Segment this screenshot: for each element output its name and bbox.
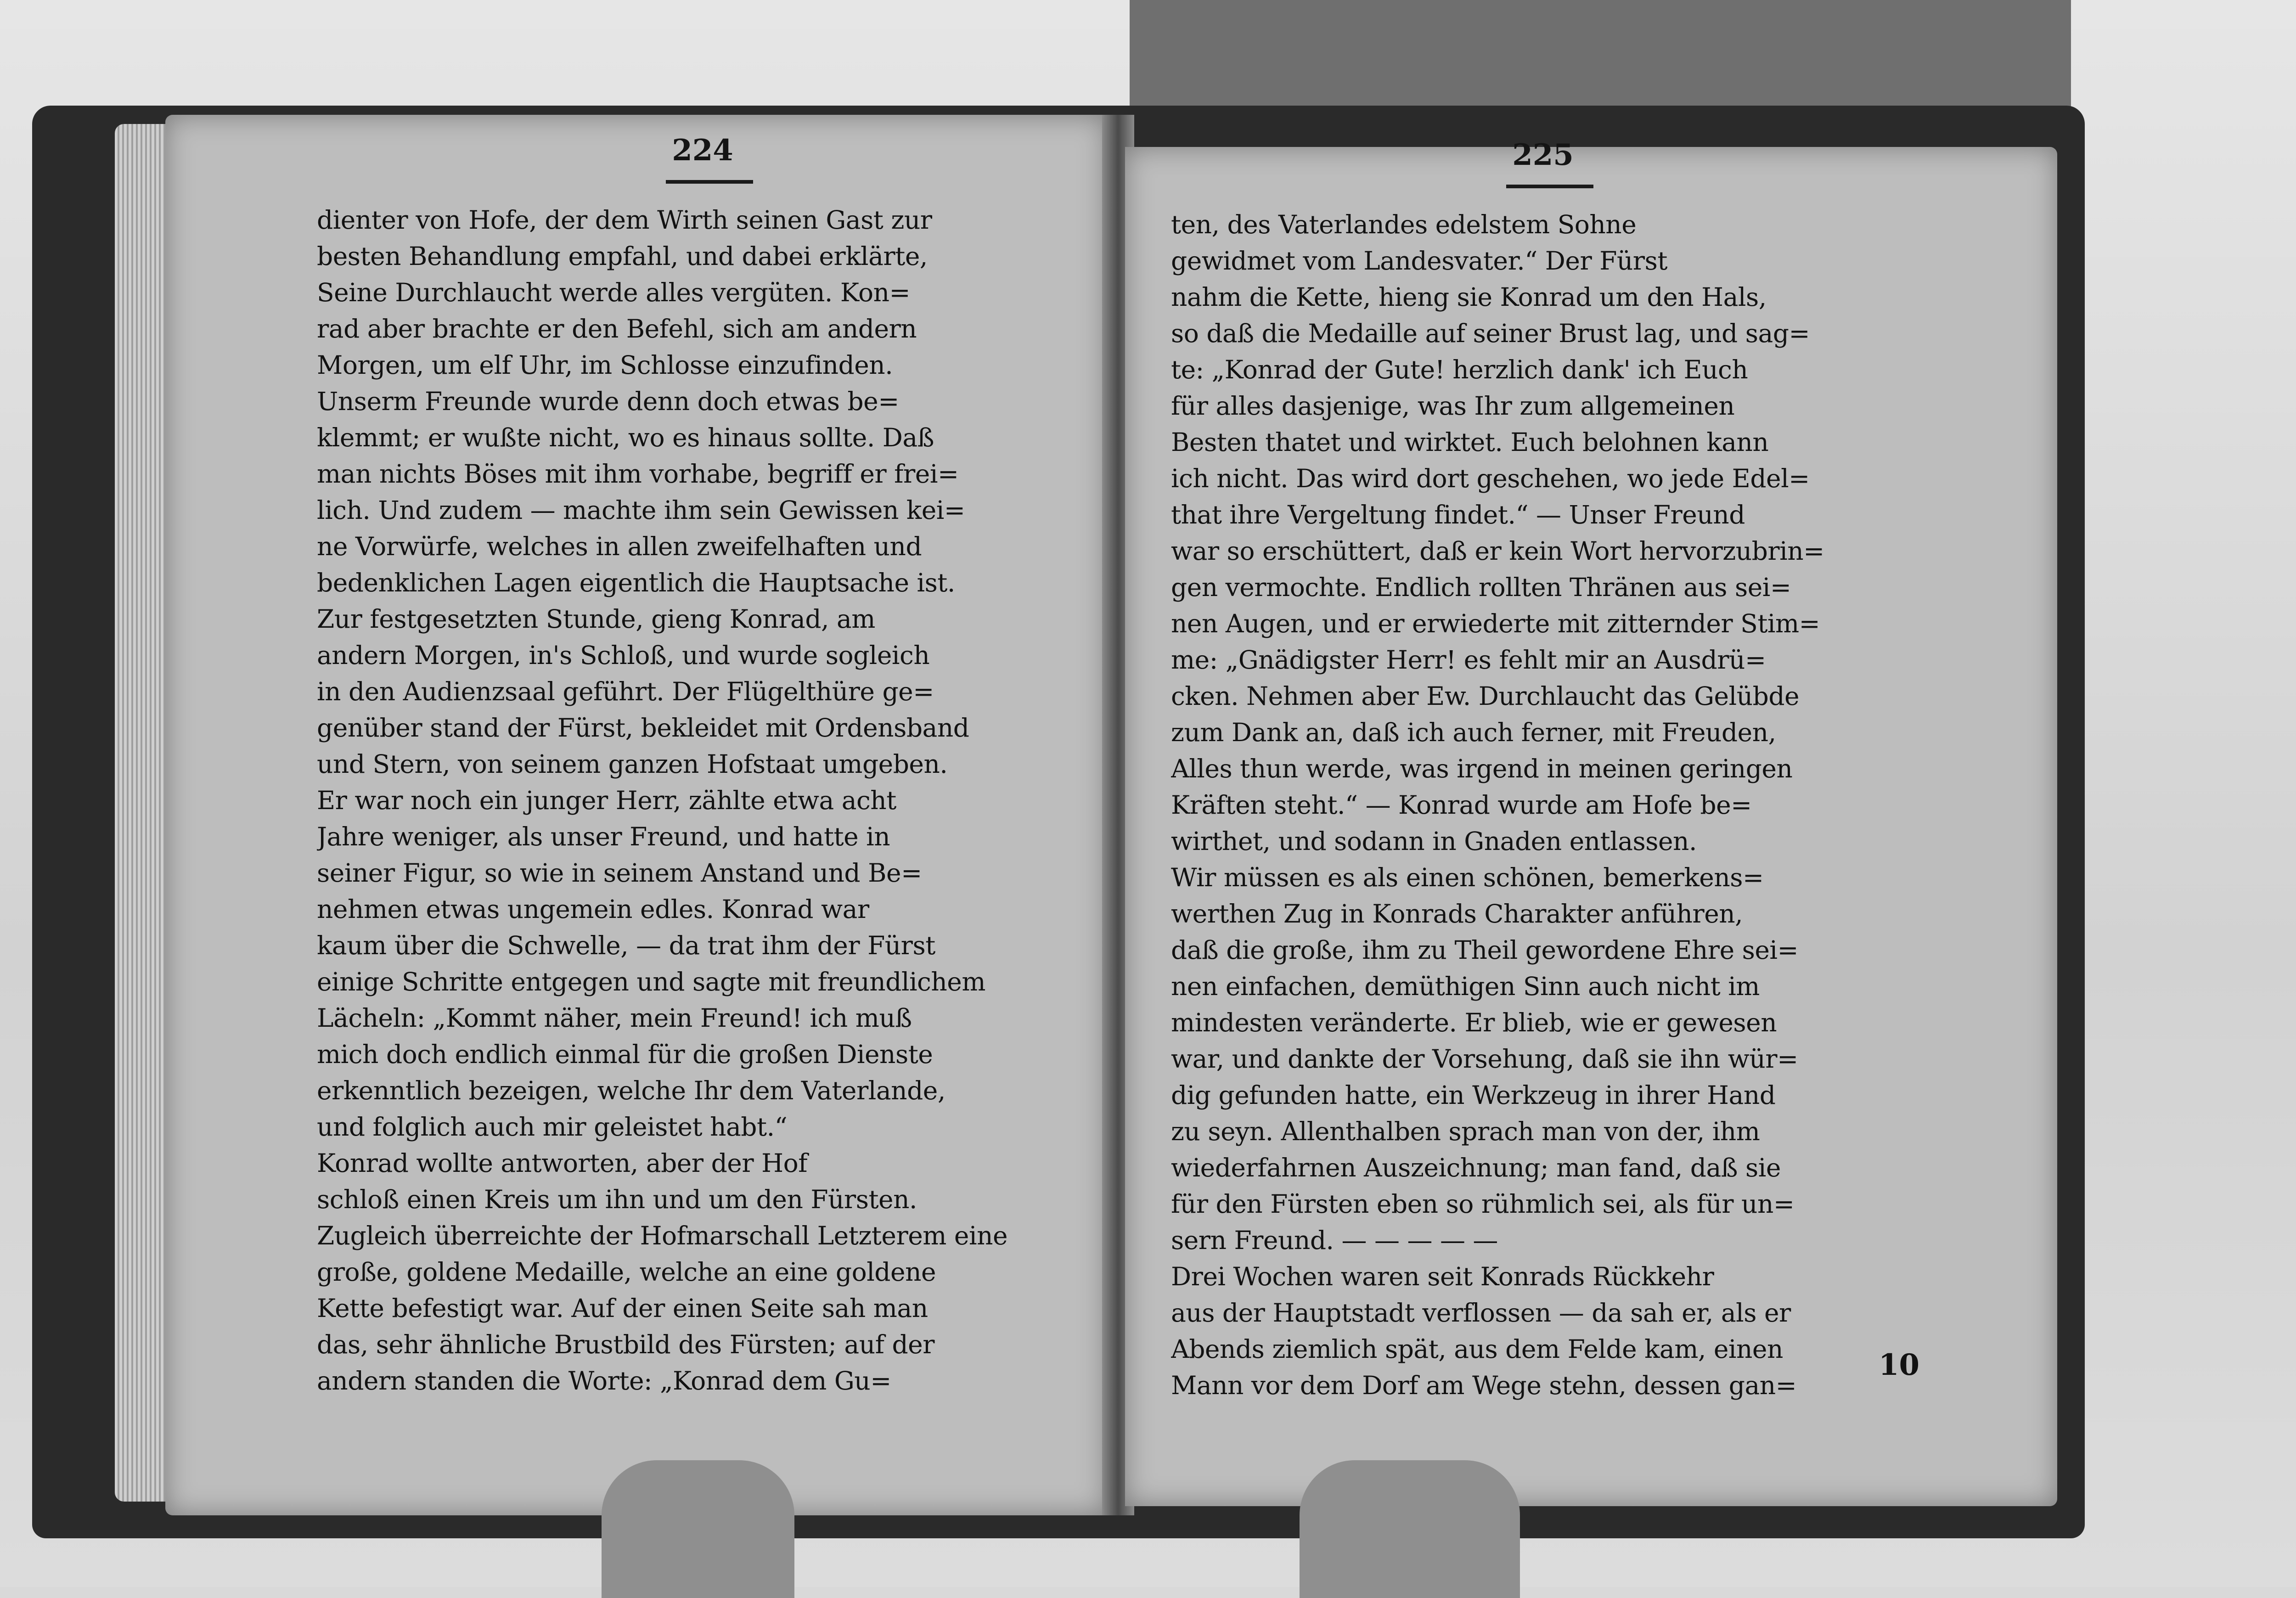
text-line: man nichts Böses mit ihm vorhabe, begriff er frei=	[317, 459, 959, 489]
right-page	[1125, 138, 2057, 1506]
text-line: Konrad wollte antworten, aber der Hof	[317, 1148, 808, 1178]
text-line: wiederfahrnen Auszeichnung; man fand, daß sie	[1171, 1153, 1781, 1182]
text-line: mich doch endlich einmal für die großen Dienste	[317, 1040, 933, 1069]
text-line: zum Dank an, daß ich auch ferner, mit Freuden,	[1171, 718, 1776, 747]
text-line: kaum über die Schwelle, — da trat ihm der Fürst	[317, 931, 935, 960]
text-line: schloß einen Kreis um ihn und um den Fürsten.	[317, 1185, 917, 1214]
text-line: das, sehr ähnliche Brustbild des Fürsten; auf der	[317, 1330, 935, 1359]
text-line: war, und dankte der Vorsehung, daß sie ihn wür=	[1171, 1044, 1798, 1074]
text-line: dig gefunden hatte, ein Werkzeug in ihrer Hand	[1171, 1080, 1776, 1110]
text-line: und Stern, von seinem ganzen Hofstaat umgeben.	[317, 749, 948, 779]
text-line: bedenklichen Lagen eigentlich die Hauptsache ist.	[317, 568, 955, 597]
text-line: wirthet, und sodann in Gnaden entlassen.	[1171, 827, 1697, 856]
text-line: große, goldene Medaille, welche an eine goldene	[317, 1257, 936, 1287]
text-line: Zur festgesetzten Stunde, gieng Konrad, am	[317, 604, 875, 634]
text-line: zu seyn. Allenthalben sprach man von der, ihm	[1171, 1117, 1760, 1146]
left-page	[165, 115, 1107, 1515]
text-line: klemmt; er wußte nicht, wo es hinaus sollte. Daß	[317, 423, 934, 452]
text-line: Seine Durchlaucht werde alles vergüten. Kon=	[317, 278, 911, 307]
text-line: ne Vorwürfe, welches in allen zweifelhaften und	[317, 532, 922, 561]
text-line: aus der Hauptstadt verflossen — da sah er, als er	[1171, 1298, 1791, 1328]
text-line: sern Freund. — — — — —	[1171, 1226, 1498, 1255]
text-line: Kette befestigt war. Auf der einen Seite sah man	[317, 1294, 928, 1323]
page-edges	[115, 124, 170, 1502]
text-line: Wir müssen es als einen schönen, bemerkens=	[1171, 863, 1764, 892]
text-line: und folglich auch mir geleistet habt.“	[317, 1112, 788, 1142]
right-thumb	[1300, 1460, 1520, 1598]
text-line: nehmen etwas ungemein edles. Konrad war	[317, 895, 869, 924]
text-line: so daß die Medaille auf seiner Brust lag, und sag=	[1171, 319, 1810, 348]
text-line: rad aber brachte er den Befehl, sich am andern	[317, 314, 917, 343]
text-line: cken. Nehmen aber Ew. Durchlaucht das Gelübde	[1171, 681, 1800, 711]
text-line: mindesten veränderte. Er blieb, wie er gewesen	[1171, 1008, 1777, 1037]
text-line: in den Audienzsaal geführt. Der Flügelthüre ge=	[317, 677, 934, 706]
text-line: nen Augen, und er erwiederte mit zitternder Stim=	[1171, 609, 1820, 638]
text-line: that ihre Vergeltung findet.“ — Unser Freund	[1171, 500, 1745, 529]
text-line: lich. Und zudem — machte ihm sein Gewissen kei=	[317, 495, 965, 525]
text-line: daß die große, ihm zu Theil gewordene Ehre sei=	[1171, 935, 1799, 965]
signature-mark: 10	[1878, 1348, 1919, 1382]
left-page-number-rule	[666, 180, 753, 184]
text-line: Jahre weniger, als unser Freund, und hatte in	[317, 822, 890, 851]
text-line: für alles dasjenige, was Ihr zum allgemeinen	[1171, 391, 1735, 421]
text-line: ten, des Vaterlandes edelstem Sohne	[1171, 210, 1637, 239]
text-line: Er war noch ein junger Herr, zählte etwa acht	[317, 786, 896, 815]
text-line: Zugleich überreichte der Hofmarschall Letzterem eine	[317, 1221, 1008, 1250]
text-line: einige Schritte entgegen und sagte mit freundlichem	[317, 967, 985, 996]
text-line: Unserm Freunde wurde denn doch etwas be=	[317, 387, 899, 416]
text-line: Besten thatet und wirktet. Euch belohnen kann	[1171, 428, 1769, 457]
text-line: nahm die Kette, hieng sie Konrad um den Hals,	[1171, 282, 1767, 312]
right-page-number-rule	[1506, 185, 1593, 188]
text-line: me: „Gnädigster Herr! es fehlt mir an Ausdrü=	[1171, 645, 1766, 675]
text-line: war so erschüttert, daß er kein Wort hervorzubrin=	[1171, 536, 1824, 566]
right-page-number: 225	[1512, 138, 1574, 172]
text-line: dienter von Hofe, der dem Wirth seinen Gast zur	[317, 205, 932, 235]
text-line: andern Morgen, in's Schloß, und wurde sogleich	[317, 641, 930, 670]
left-page-text	[317, 202, 1088, 1399]
text-line: Alles thun werde, was irgend in meinen geringen	[1171, 754, 1793, 783]
text-line: Abends ziemlich spät, aus dem Felde kam, einen	[1171, 1334, 1783, 1364]
text-line: Lächeln: „Kommt näher, mein Freund! ich muß	[317, 1003, 912, 1033]
text-line: ich nicht. Das wird dort geschehen, wo jede Edel=	[1171, 464, 1810, 493]
text-line: andern standen die Worte: „Konrad dem Gu=	[317, 1366, 891, 1395]
text-line: genüber stand der Fürst, bekleidet mit Ordensband	[317, 713, 969, 743]
text-line: Kräften steht.“ — Konrad wurde am Hofe be=	[1171, 790, 1752, 820]
left-page-number: 224	[672, 133, 733, 168]
text-line: nen einfachen, demüthigen Sinn auch nicht im	[1171, 972, 1760, 1001]
left-thumb	[602, 1460, 794, 1598]
text-line: seiner Figur, so wie in seinem Anstand und Be=	[317, 858, 922, 888]
text-line: erkenntlich bezeigen, welche Ihr dem Vaterlande,	[317, 1076, 945, 1105]
text-line: Drei Wochen waren seit Konrads Rückkehr	[1171, 1262, 1714, 1291]
text-line: te: „Konrad der Gute! herzlich dank' ich Euch	[1171, 355, 1748, 384]
right-page-text	[1171, 207, 1942, 1404]
text-line: werthen Zug in Konrads Charakter anführen,	[1171, 899, 1743, 928]
text-line: Morgen, um elf Uhr, im Schlosse einzufinden.	[317, 350, 893, 380]
text-line: gen vermochte. Endlich rollten Thränen aus sei=	[1171, 573, 1791, 602]
text-line: gewidmet vom Landesvater.“ Der Fürst	[1171, 246, 1667, 276]
text-line: für den Fürsten eben so rühmlich sei, als für un=	[1171, 1189, 1795, 1219]
text-line: besten Behandlung empfahl, und dabei erklärte,	[317, 242, 928, 271]
text-line: Mann vor dem Dorf am Wege stehn, dessen gan=	[1171, 1371, 1797, 1400]
